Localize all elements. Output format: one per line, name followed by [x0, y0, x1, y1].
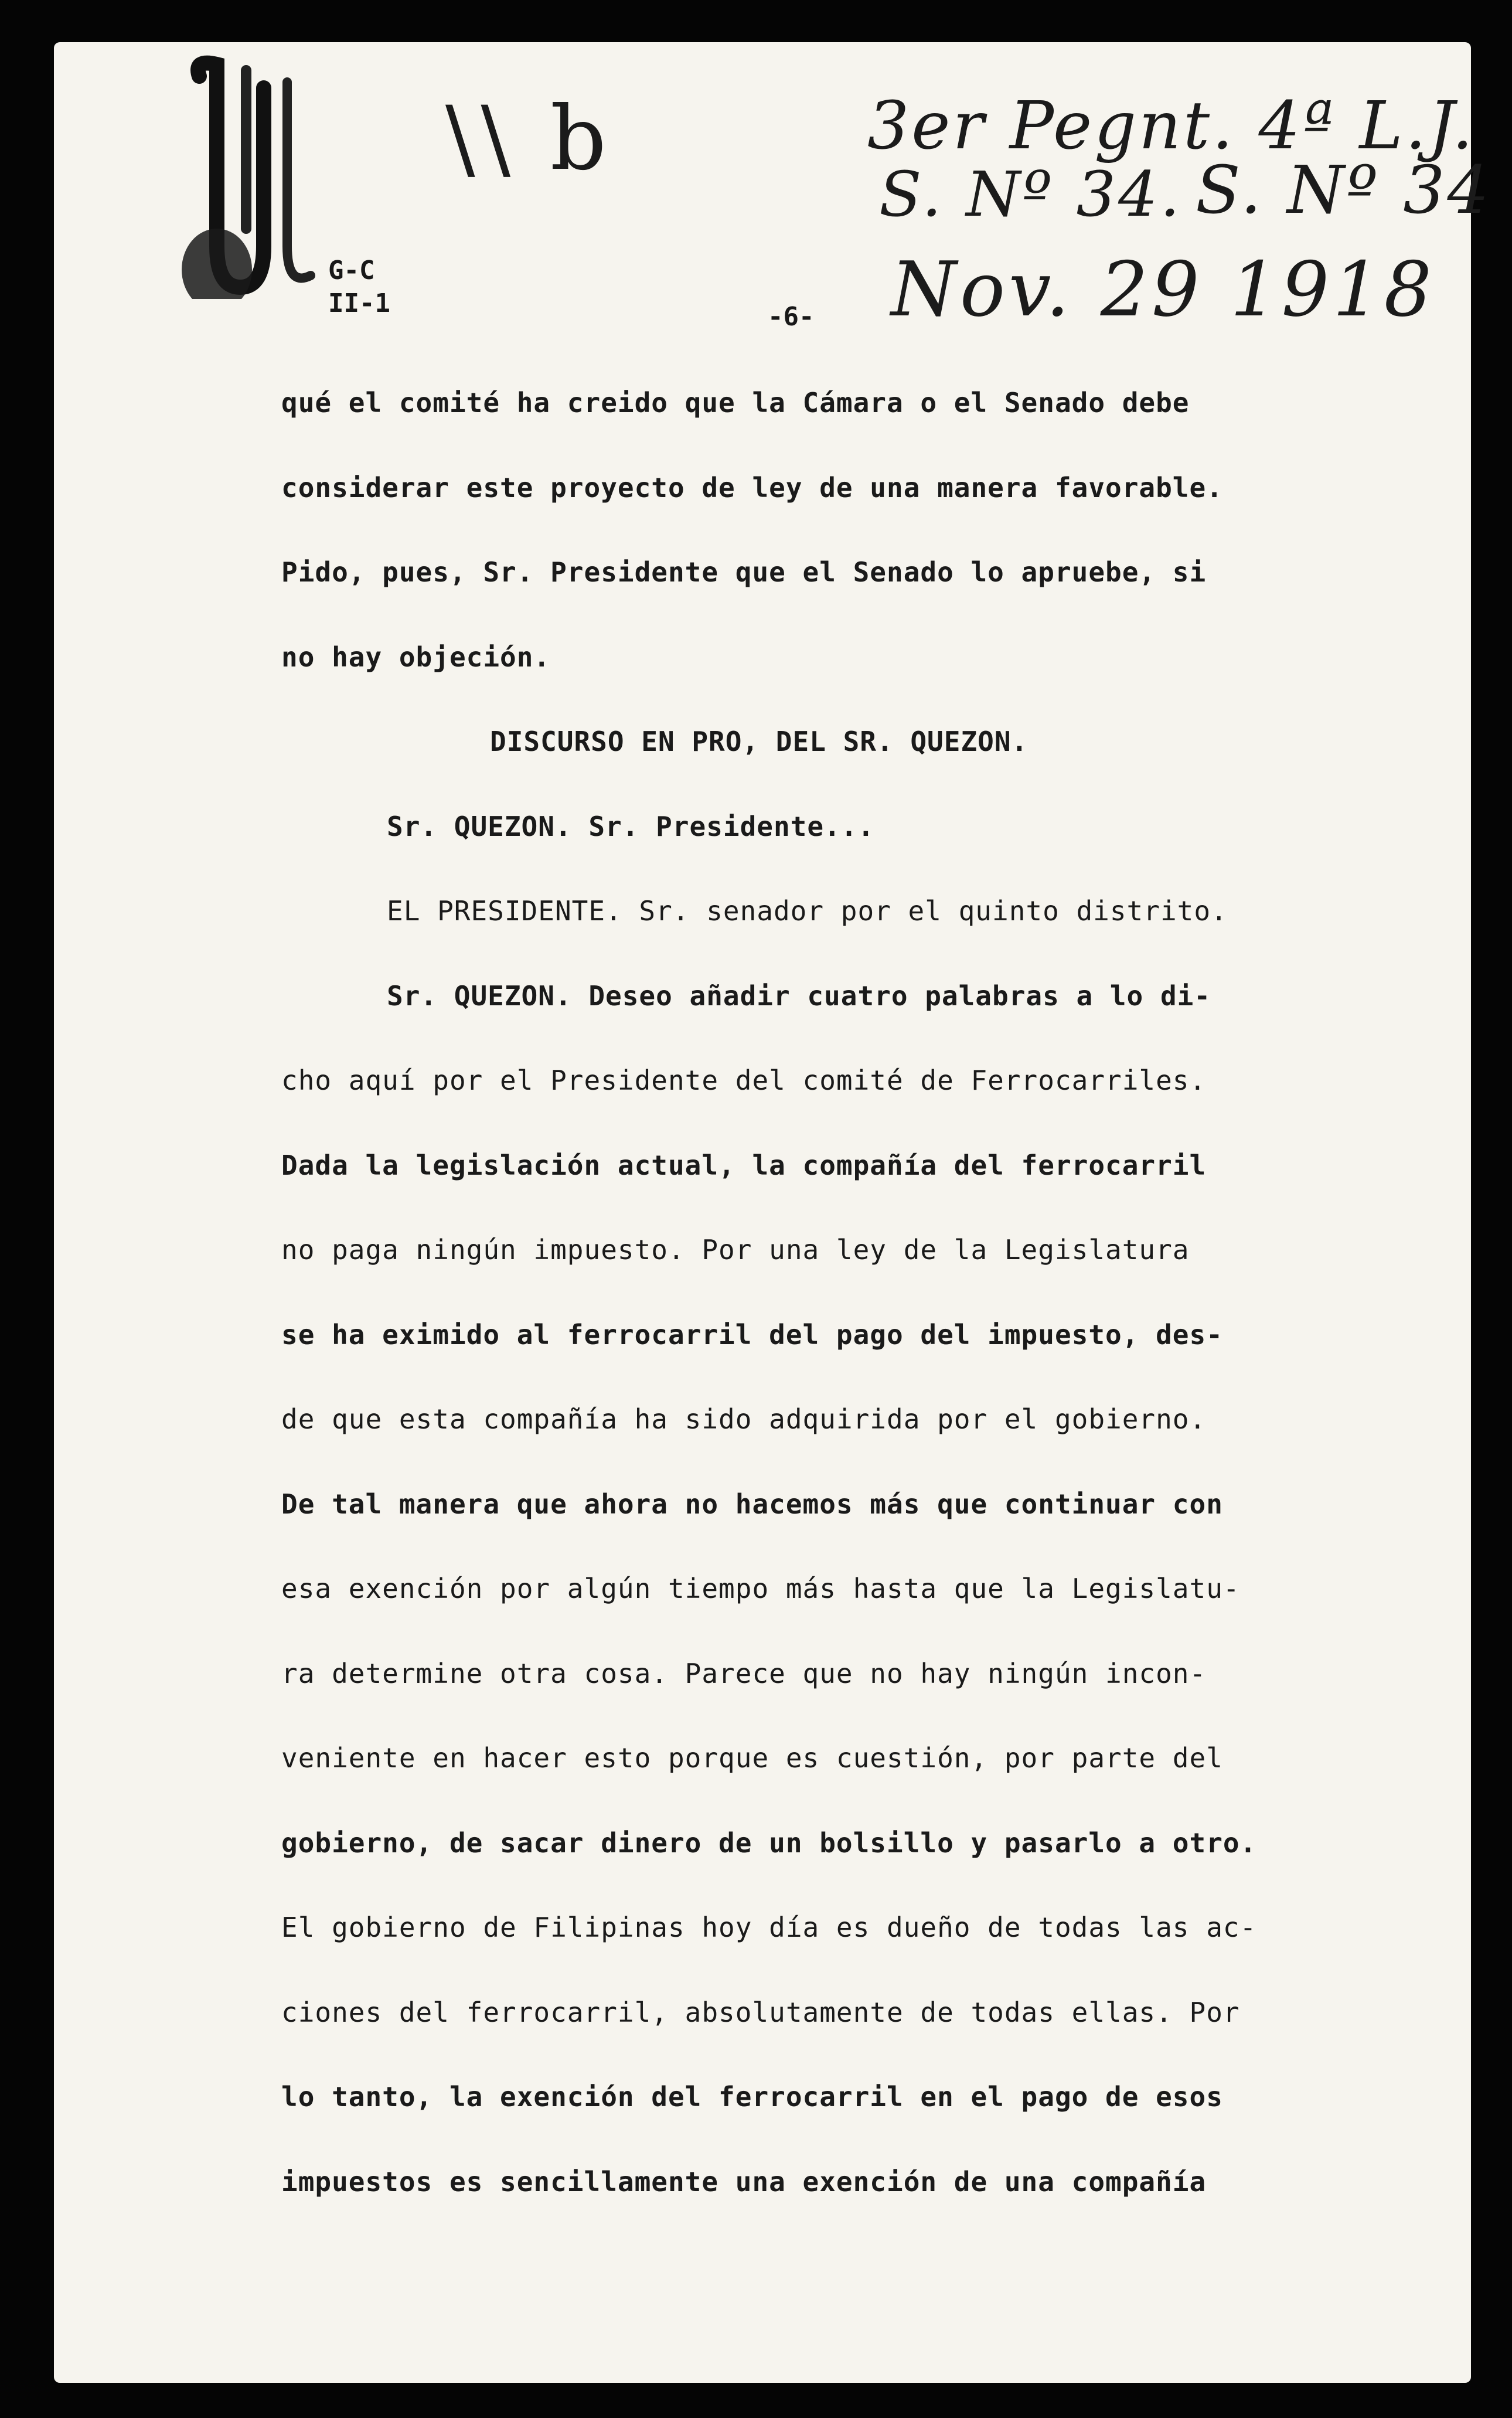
- text-line: de que esta compañía ha sido adquirida por el gobierno.: [281, 1403, 1207, 1435]
- text-line: impuestos es sencillamente una exención de una compañía: [281, 2165, 1207, 2198]
- text-line: veniente en hacer esto porque es cuestión, por parte del: [281, 1742, 1223, 1774]
- text-line: DISCURSO EN PRO, DEL SR. QUEZON.: [490, 726, 1029, 757]
- text-line: Pido, pues, Sr. Presidente que el Senado lo apruebe, si: [281, 556, 1207, 588]
- text-line: De tal manera que ahora no hacemos más que continuar con: [281, 1488, 1223, 1520]
- text-line: no paga ningún impuesto. Por una ley de la Legislatura: [281, 1234, 1190, 1266]
- handwritten-sn-right: S. Nº 34: [1196, 152, 1491, 229]
- text-line: qué el comité ha creido que la Cámara o el Senado debe: [281, 387, 1190, 419]
- text-line: cho aquí por el Presidente del comité de Ferrocarriles.: [281, 1065, 1207, 1096]
- handwritten-date: Nov. 29 1918: [891, 246, 1435, 334]
- text-line: Sr. QUEZON. Sr. Presidente...: [387, 810, 875, 842]
- text-line: ciones del ferrocarril, absolutamente de todas ellas. Por: [281, 1996, 1240, 2028]
- text-line: Dada la legislación actual, la compañía del ferrocarril: [281, 1149, 1207, 1181]
- text-line: no hay objeción.: [281, 641, 551, 673]
- text-line: lo tanto, la exención del ferrocarril en el pago de esos: [281, 2081, 1223, 2113]
- paper-clip-shadow: [176, 53, 328, 299]
- file-code-line2: II-1: [328, 288, 390, 318]
- text-line: ra determine otra cosa. Parece que no hay ningún incon-: [281, 1657, 1207, 1689]
- text-line: considerar este proyecto de ley de una manera favorable.: [281, 471, 1223, 504]
- text-line: se ha eximido al ferrocarril del pago del impuesto, des-: [281, 1318, 1223, 1351]
- text-line: Sr. QUEZON. Deseo añadir cuatro palabras a lo di-: [387, 980, 1211, 1012]
- text-line: El gobierno de Filipinas hoy día es dueño de todas las ac-: [281, 1912, 1257, 1943]
- handwritten-mark: \\ b: [445, 88, 612, 190]
- text-line: esa exención por algún tiempo más hasta que la Legislatu-: [281, 1573, 1240, 1604]
- text-line: EL PRESIDENTE. Sr. senador por el quinto distrito.: [387, 895, 1228, 927]
- page-number: -6-: [768, 302, 815, 332]
- handwritten-sn-left: S. Nº 34.: [879, 158, 1183, 230]
- handwritten-note-top: 3er Pegnt. 4ª L.J.: [867, 88, 1476, 164]
- file-code-line1: G-C: [328, 256, 375, 285]
- text-line: gobierno, de sacar dinero de un bolsillo y pasarlo a otro.: [281, 1827, 1257, 1859]
